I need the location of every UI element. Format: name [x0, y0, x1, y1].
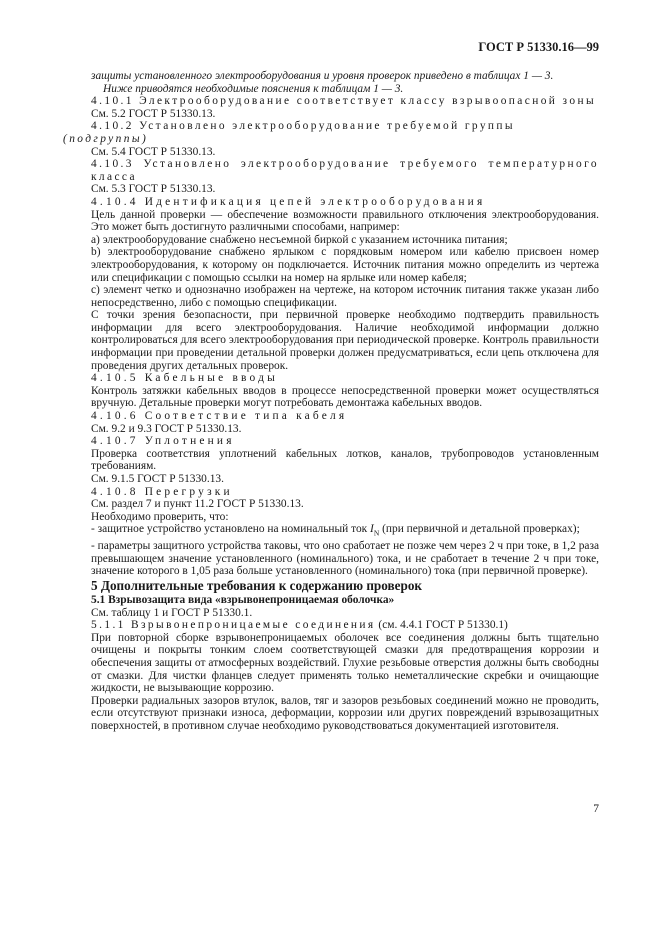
- clause-5-1-1: 5.1.1 Взрывонепроницаемые соединения (см. 4.4.1 ГОСТ Р 51330.1): [91, 619, 508, 632]
- page-content: [63, 70, 599, 733]
- clause-4-10-1-ref: См. 5.2 ГОСТ Р 51330.13.: [91, 107, 216, 120]
- clause-4-10-7-ref: См. 9.1.5 ГОСТ Р 51330.13.: [91, 473, 224, 485]
- item-a: а) электрооборудование снабжено несъемной биркой с указанием источника питания;: [91, 233, 508, 246]
- cable-paragraph: Контроль затяжки кабельных вводов в процессе непосредственной проверки может осуществляться вручную. Детальные проверки могут потребовать демонтажа кабельных вводов.: [91, 384, 599, 410]
- clause-4-10-8-ref: См. раздел 7 и пункт 11.2 ГОСТ Р 51330.13.: [91, 498, 304, 511]
- clause-4-10-6: 4.10.6 Соответствие типа кабеля: [91, 410, 348, 423]
- clause-4-10-3: 4.10.3 Установлено электрооборудование требуемого температурного класса: [91, 158, 599, 183]
- intro-note: Ниже приводятся необходимые пояснения к таблицам 1 — 3.: [103, 82, 404, 95]
- clause-5-1: 5.1 Взрывозащита вида «взрывонепроницаемая оболочка»: [91, 594, 395, 607]
- intro-line: защиты установленного электрооборудования и уровня проверок приведено в таблицах 1 — 3.: [91, 70, 554, 82]
- clause-4-10-6-ref: См. 9.2 и 9.3 ГОСТ Р 51330.13.: [91, 422, 242, 435]
- clause-4-10-2-sub: (подгруппы): [63, 132, 149, 145]
- clause-4-10-4: 4.10.4 Идентификация цепей электрооборудования: [91, 195, 486, 208]
- item-b: b) электрооборудование снабжено ярлыком с порядковым номером или кабелю присвоен номер электрооборудования, к которому он подключается. Источник питания можно определить из чертежа или спецификации с помощью ссылки на номер на ярлыке или номер кабеля;: [91, 246, 599, 284]
- clause-4-10-5: 4.10.5 Кабельные вводы: [91, 372, 278, 385]
- seal-paragraph: Проверка соответствия уплотнений кабельных лотков, каналов, трубопроводов установленным требованиям.: [91, 447, 599, 473]
- need-check: Необходимо проверить, что:: [91, 510, 229, 523]
- clause-5-1-ref: См. таблицу 1 и ГОСТ Р 51330.1.: [91, 606, 253, 619]
- clause-4-10-7: 4.10.7 Уплотнения: [91, 435, 235, 448]
- goal-paragraph: Цель данной проверки — обеспечение возможности правильного отключения электрооборудования. Это может быть достигнуто различными способами, например:: [91, 208, 599, 234]
- standard-code-header: ГОСТ Р 51330.16—99: [478, 40, 599, 54]
- gaps-paragraph: Проверки радиальных зазоров втулок, валов, тяг и зазоров резьбовых соединений можно не проводить, если отсутствуют признаки износа, деформации, коррозии или других повреждений взрывозащитных поверхностей, в противном случае необходимо руководствоваться документацией изготовителя.: [91, 694, 599, 732]
- item-c: с) элемент четко и однозначно изображен на чертеже, на котором источник питания также указан либо непосредственно, либо с помощью спецификации.: [91, 284, 599, 309]
- reassembly-paragraph: При повторной сборке взрывонепроницаемых оболочек все соединения должны быть тщательно очищены и покрыты тонким слоем соответствующей смазки для предотвращения коррозии и обеспечения защиты от атмосферных воздействий. Глухие резьбовые отверстия должны быть свободны от смазки. Для чистки фланцев следует применять только неметаллические скребки и очищающие жидкости, не вызывающие коррозию.: [91, 631, 599, 695]
- dash-item-2: - параметры защитного устройства таковы, что оно сработает не позже чем через 2 ч при токе, в 1,2 раза превышающем значение установленного (номинального) тока, и не сработает в течение 2 ч при токе, значение которого в 1,05 раза больше установленного (номинального) тока (при первичной проверке).: [91, 540, 599, 578]
- section-5-title: 5 Дополнительные требования к содержанию проверок: [91, 578, 423, 594]
- page-number: 7: [593, 803, 599, 815]
- clause-4-10-1: 4.10.1 Электрооборудование соответствует классу взрывоопасной зоны: [91, 95, 597, 108]
- clause-4-10-2: 4.10.2 Установлено электрооборудование требуемой группы: [91, 120, 515, 133]
- clause-4-10-8: 4.10.8 Перегрузки: [91, 485, 233, 498]
- clause-4-10-3-ref: См. 5.3 ГОСТ Р 51330.13.: [91, 183, 216, 196]
- dash-item-1: - защитное устройство установлено на номинальный ток $I_N$ (при первичной и детальной проверках);: [91, 523, 580, 538]
- safety-paragraph: С точки зрения безопасности, при первичной проверке необходимо подтвердить правильность информации для всего электрооборудования. Наличие необходимой информации должно контролироваться для всего электрооборудования при периодической проверке. Контроль правильности информации при проведении детальной проверки должен предусматриваться, если цепь отключена для проведения других детальных проверок.: [91, 309, 599, 372]
- clause-4-10-2-ref: См. 5.4 ГОСТ Р 51330.13.: [91, 145, 216, 158]
